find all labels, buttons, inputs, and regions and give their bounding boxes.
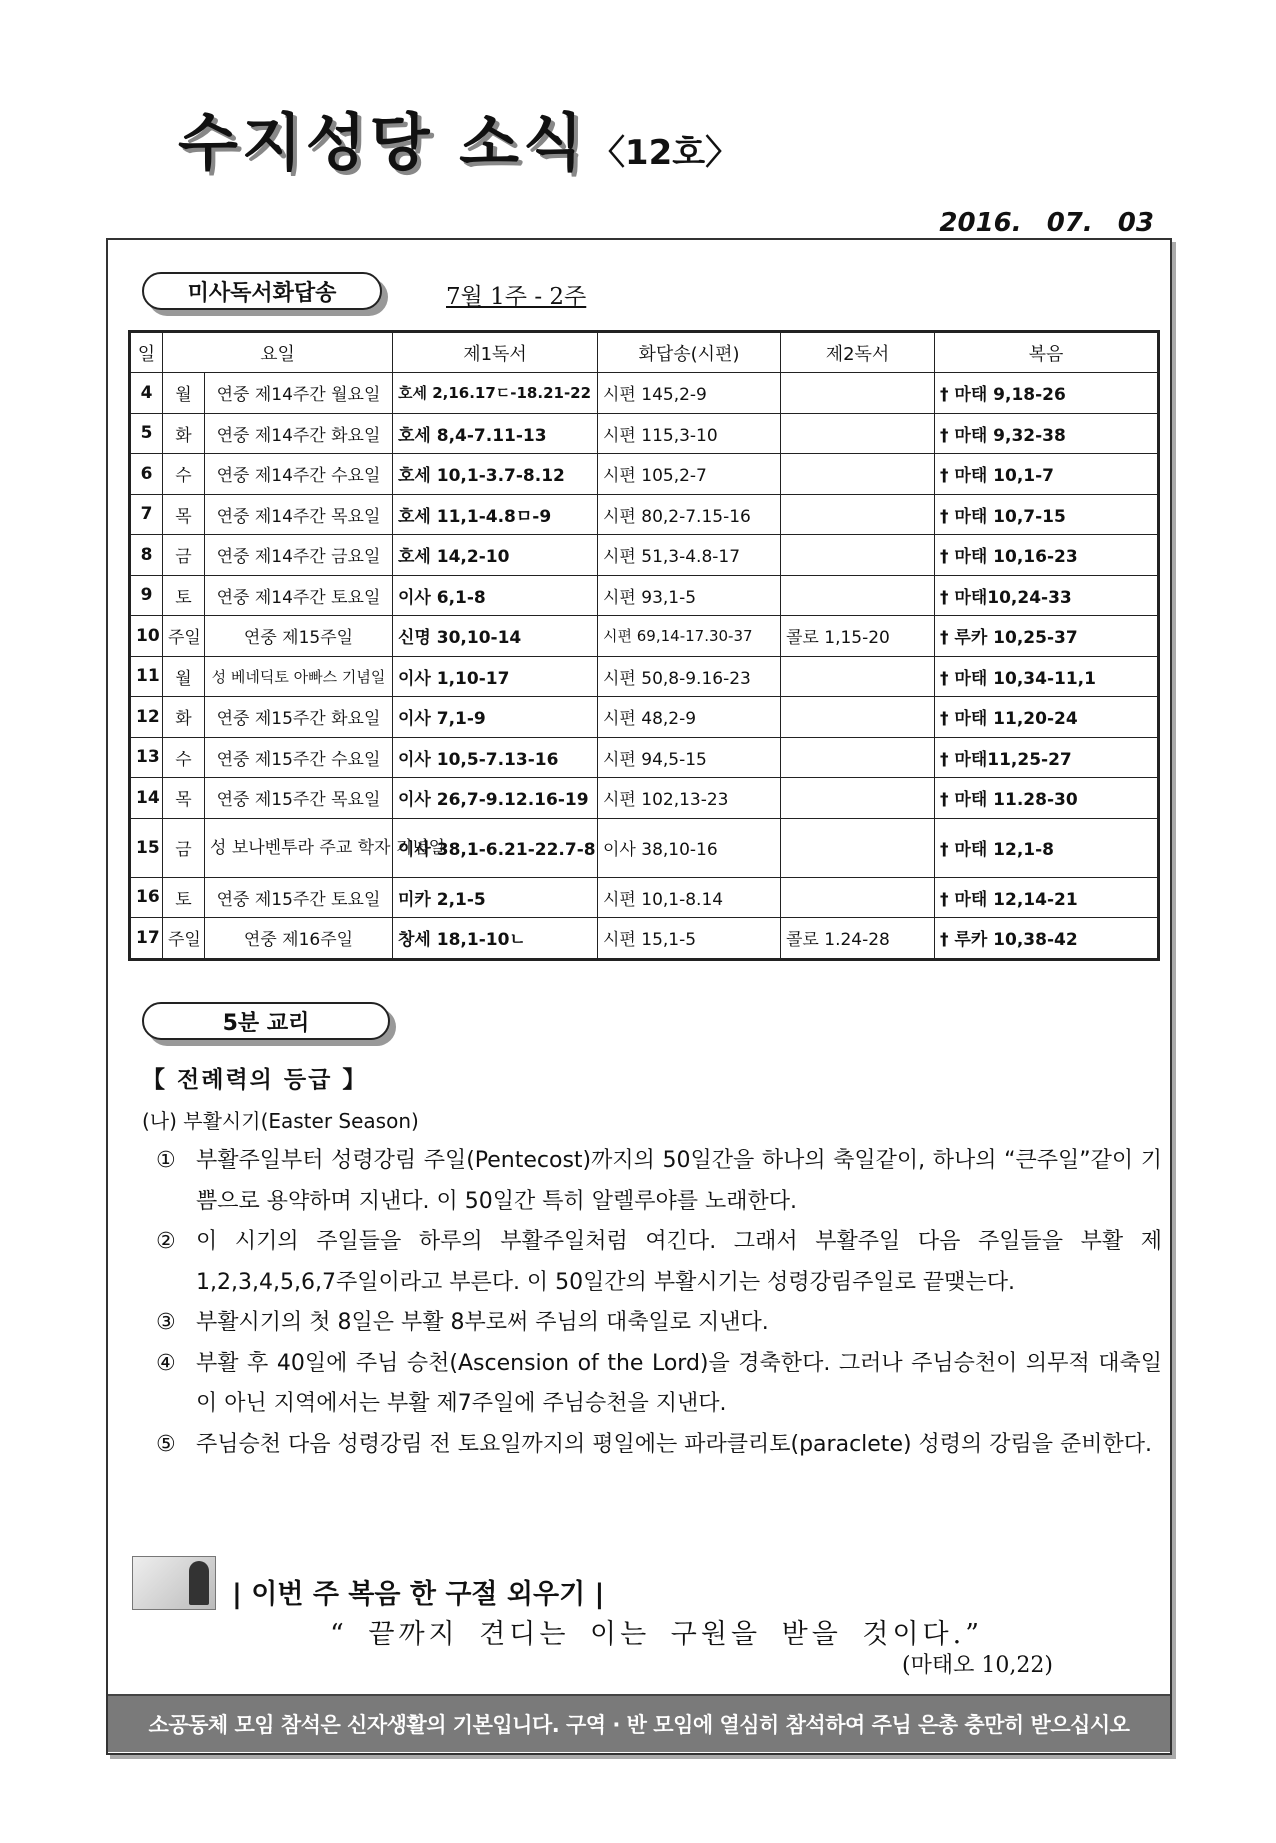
- row-weekday: 토: [163, 877, 205, 918]
- memory-verse-reference: (마태오 10,22): [902, 1653, 1053, 1678]
- row-first-reading: 호세 8,4-7.11-13: [393, 413, 598, 454]
- row-gospel: † 마태 10,16-23: [935, 535, 1159, 576]
- row-second-reading: [781, 454, 935, 495]
- readings-section-label: 미사독서화답송: [142, 272, 382, 310]
- row-second-reading: [781, 877, 935, 918]
- row-liturgical-day: 연중 제14주간 금요일: [205, 535, 393, 576]
- row-second-reading: [781, 494, 935, 535]
- doctrine-item-text: 부활 후 40일에 주님 승천(Ascension of the Lord)을 경축한다. 그러나 주님승천이 의무적 대축일이 아닌 지역에서는 부활 제7주일에 주님승천을 지낸다.: [196, 1350, 1162, 1416]
- table-row: [130, 373, 1159, 414]
- row-gospel: † 마태11,25-27: [935, 737, 1159, 778]
- row-second-reading: [781, 656, 935, 697]
- col-header-weekday: 요일: [163, 332, 393, 373]
- doctrine-item: [142, 1141, 1162, 1222]
- row-first-reading: 창세 18,1-10ㄴ: [393, 918, 598, 960]
- col-header-psalm: 화답송(시편): [598, 332, 781, 373]
- row-gospel: † 마태 10,34-11,1: [935, 656, 1159, 697]
- row-weekday: 수: [163, 737, 205, 778]
- row-day: 13: [130, 737, 163, 778]
- table-row: [130, 575, 1159, 616]
- row-gospel: † 마태 9,32-38: [935, 413, 1159, 454]
- row-weekday: 주일: [163, 918, 205, 960]
- row-gospel: † 루카 10,25-37: [935, 616, 1159, 657]
- row-day: 15: [130, 818, 163, 877]
- row-liturgical-day: 성 베네딕토 아빠스 기념일: [205, 656, 393, 697]
- row-day: 5: [130, 413, 163, 454]
- row-first-reading: 호세 2,16.17ㄷ-18.21-22: [393, 373, 598, 414]
- row-psalm: 시편 50,8-9.16-23: [598, 656, 781, 697]
- memory-verse-title: | 이번 주 복음 한 구절 외우기 |: [232, 1579, 605, 1610]
- row-first-reading: 호세 10,1-3.7-8.12: [393, 454, 598, 495]
- row-liturgical-day: 연중 제14주간 토요일: [205, 575, 393, 616]
- row-psalm: 시편 145,2-9: [598, 373, 781, 414]
- row-second-reading: 콜로 1.24-28: [781, 918, 935, 960]
- newsletter-title: 수지성당 소식 〈12호〉: [178, 106, 740, 179]
- table-row: [130, 818, 1159, 877]
- doctrine-item: [142, 1344, 1162, 1425]
- row-first-reading: 이사 38,1-6.21-22.7-8: [393, 818, 598, 877]
- doctrine-heading: 【 전례력의 등급 】: [142, 1067, 368, 1093]
- week-range: 7월 1주 - 2주: [446, 284, 587, 310]
- row-psalm: 시편 115,3-10: [598, 413, 781, 454]
- row-liturgical-day: 연중 제15주간 토요일: [205, 877, 393, 918]
- row-liturgical-day: 연중 제15주간 목요일: [205, 778, 393, 819]
- row-weekday: 목: [163, 778, 205, 819]
- row-psalm: 시편 69,14-17.30-37: [598, 616, 781, 657]
- col-header-first-reading: 제1독서: [393, 332, 598, 373]
- table-row: [130, 413, 1159, 454]
- table-header-row: [130, 332, 1159, 373]
- row-day: 11: [130, 656, 163, 697]
- table-row: [130, 737, 1159, 778]
- row-first-reading: 신명 30,10-14: [393, 616, 598, 657]
- table-row: [130, 535, 1159, 576]
- row-gospel: † 마태 10,7-15: [935, 494, 1159, 535]
- row-gospel: † 루카 10,38-42: [935, 918, 1159, 960]
- doctrine-item-text: 주님승천 다음 성령강림 전 토요일까지의 평일에는 파라클리토(paraclete) 성령의 강림을 준비한다.: [196, 1431, 1153, 1457]
- row-psalm: 시편 51,3-4.8-17: [598, 535, 781, 576]
- row-liturgical-day: 연중 제14주간 화요일: [205, 413, 393, 454]
- row-day: 12: [130, 697, 163, 738]
- row-day: 17: [130, 918, 163, 960]
- row-second-reading: [781, 535, 935, 576]
- doctrine-content: [142, 1060, 1162, 1465]
- row-first-reading: 미카 2,1-5: [393, 877, 598, 918]
- col-header-gospel: 복음: [935, 332, 1159, 373]
- row-weekday: 월: [163, 373, 205, 414]
- row-weekday: 화: [163, 413, 205, 454]
- row-psalm: 시편 102,13-23: [598, 778, 781, 819]
- table-row: [130, 918, 1159, 960]
- row-gospel: † 마태 10,1-7: [935, 454, 1159, 495]
- table-row: [130, 656, 1159, 697]
- row-first-reading: 이사 1,10-17: [393, 656, 598, 697]
- row-day: 14: [130, 778, 163, 819]
- row-gospel: † 마태 11.28-30: [935, 778, 1159, 819]
- doctrine-item: [142, 1425, 1162, 1466]
- row-weekday: 금: [163, 818, 205, 877]
- row-second-reading: [781, 697, 935, 738]
- row-gospel: † 마태10,24-33: [935, 575, 1159, 616]
- row-gospel: † 마태 12,14-21: [935, 877, 1159, 918]
- row-first-reading: 이사 6,1-8: [393, 575, 598, 616]
- row-gospel: † 마태 9,18-26: [935, 373, 1159, 414]
- row-gospel: † 마태 11,20-24: [935, 697, 1159, 738]
- row-second-reading: [781, 778, 935, 819]
- row-weekday: 토: [163, 575, 205, 616]
- row-psalm: 시편 48,2-9: [598, 697, 781, 738]
- row-day: 7: [130, 494, 163, 535]
- row-liturgical-day: 연중 제15주일: [205, 616, 393, 657]
- row-second-reading: [781, 575, 935, 616]
- doctrine-item: [142, 1222, 1162, 1303]
- memory-verse-text: “ 끝까지 견디는 이는 구원을 받을 것이다.”: [330, 1619, 983, 1650]
- row-liturgical-day: 연중 제14주간 수요일: [205, 454, 393, 495]
- doctrine-item-text: 부활시기의 첫 8일은 부활 8부로써 주님의 대축일로 지낸다.: [196, 1310, 769, 1335]
- row-day: 6: [130, 454, 163, 495]
- row-weekday: 금: [163, 535, 205, 576]
- row-first-reading: 호세 11,1-4.8ㅁ-9: [393, 494, 598, 535]
- row-weekday: 목: [163, 494, 205, 535]
- row-psalm: 이사 38,10-16: [598, 818, 781, 877]
- row-weekday: 화: [163, 697, 205, 738]
- row-second-reading: [781, 373, 935, 414]
- row-psalm: 시편 80,2-7.15-16: [598, 494, 781, 535]
- row-first-reading: 호세 14,2-10: [393, 535, 598, 576]
- row-weekday: 수: [163, 454, 205, 495]
- table-row: [130, 454, 1159, 495]
- row-liturgical-day: 연중 제15주간 화요일: [205, 697, 393, 738]
- row-gospel: † 마태 12,1-8: [935, 818, 1159, 877]
- publication-date: 2016. 07. 03: [939, 208, 1154, 238]
- doctrine-item-number: ②: [156, 1229, 176, 1254]
- row-weekday: 주일: [163, 616, 205, 657]
- doctrine-item: [142, 1303, 1162, 1344]
- row-liturgical-day: 연중 제15주간 수요일: [205, 737, 393, 778]
- row-day: 4: [130, 373, 163, 414]
- doctrine-item-number: ①: [156, 1148, 176, 1173]
- row-liturgical-day: 성 보나벤투라 주교 학자 기념일: [205, 818, 393, 877]
- row-day: 8: [130, 535, 163, 576]
- issue-number: 〈12호〉: [590, 133, 740, 173]
- col-header-day: 일: [130, 332, 163, 373]
- row-psalm: 시편 105,2-7: [598, 454, 781, 495]
- doctrine-item-number: ③: [156, 1310, 176, 1335]
- row-weekday: 월: [163, 656, 205, 697]
- row-liturgical-day: 연중 제14주간 목요일: [205, 494, 393, 535]
- table-row: [130, 616, 1159, 657]
- footer-banner: 소공동체 모임 참석은 신자생활의 기본입니다. 구역 · 반 모임에 열심히 참석하여 주님 은총 충만히 받으십시오: [108, 1694, 1170, 1752]
- doctrine-item-text: 부활주일부터 성령강림 주일(Pentecost)까지의 50일간을 하나의 축일같이, 하나의 “큰주일”같이 기쁨으로 용약하며 지낸다. 이 50일간 특히 알렐루야를 노래한다.: [196, 1148, 1162, 1214]
- col-header-second-reading: 제2독서: [781, 332, 935, 373]
- table-row: [130, 697, 1159, 738]
- doctrine-subheading: (나) 부활시기(Easter Season): [142, 1108, 419, 1133]
- row-second-reading: [781, 737, 935, 778]
- row-day: 16: [130, 877, 163, 918]
- row-first-reading: 이사 7,1-9: [393, 697, 598, 738]
- row-first-reading: 이사 26,7-9.12.16-19: [393, 778, 598, 819]
- row-psalm: 시편 15,1-5: [598, 918, 781, 960]
- row-first-reading: 이사 10,5-7.13-16: [393, 737, 598, 778]
- row-day: 10: [130, 616, 163, 657]
- table-row: [130, 877, 1159, 918]
- row-psalm: 시편 93,1-5: [598, 575, 781, 616]
- doctrine-item-number: ④: [156, 1350, 176, 1376]
- doctrine-section-label: 5분 교리: [142, 1002, 390, 1040]
- row-second-reading: [781, 413, 935, 454]
- row-second-reading: 콜로 1,15-20: [781, 616, 935, 657]
- row-liturgical-day: 연중 제14주간 월요일: [205, 373, 393, 414]
- doctrine-item-number: ⑤: [156, 1431, 176, 1457]
- row-second-reading: [781, 818, 935, 877]
- bible-reading-icon: [132, 1556, 216, 1610]
- row-psalm: 시편 94,5-15: [598, 737, 781, 778]
- row-day: 9: [130, 575, 163, 616]
- table-row: [130, 494, 1159, 535]
- table-row: [130, 778, 1159, 819]
- readings-table: [128, 330, 1160, 961]
- row-psalm: 시편 10,1-8.14: [598, 877, 781, 918]
- doctrine-item-text: 이 시기의 주일들을 하루의 부활주일처럼 여긴다. 그래서 부활주일 다음 주일들을 부활 제1,2,3,4,5,6,7주일이라고 부른다. 이 50일간의 부활시기는 성령강림주일로 끝맺는다.: [196, 1229, 1162, 1295]
- row-liturgical-day: 연중 제16주일: [205, 918, 393, 960]
